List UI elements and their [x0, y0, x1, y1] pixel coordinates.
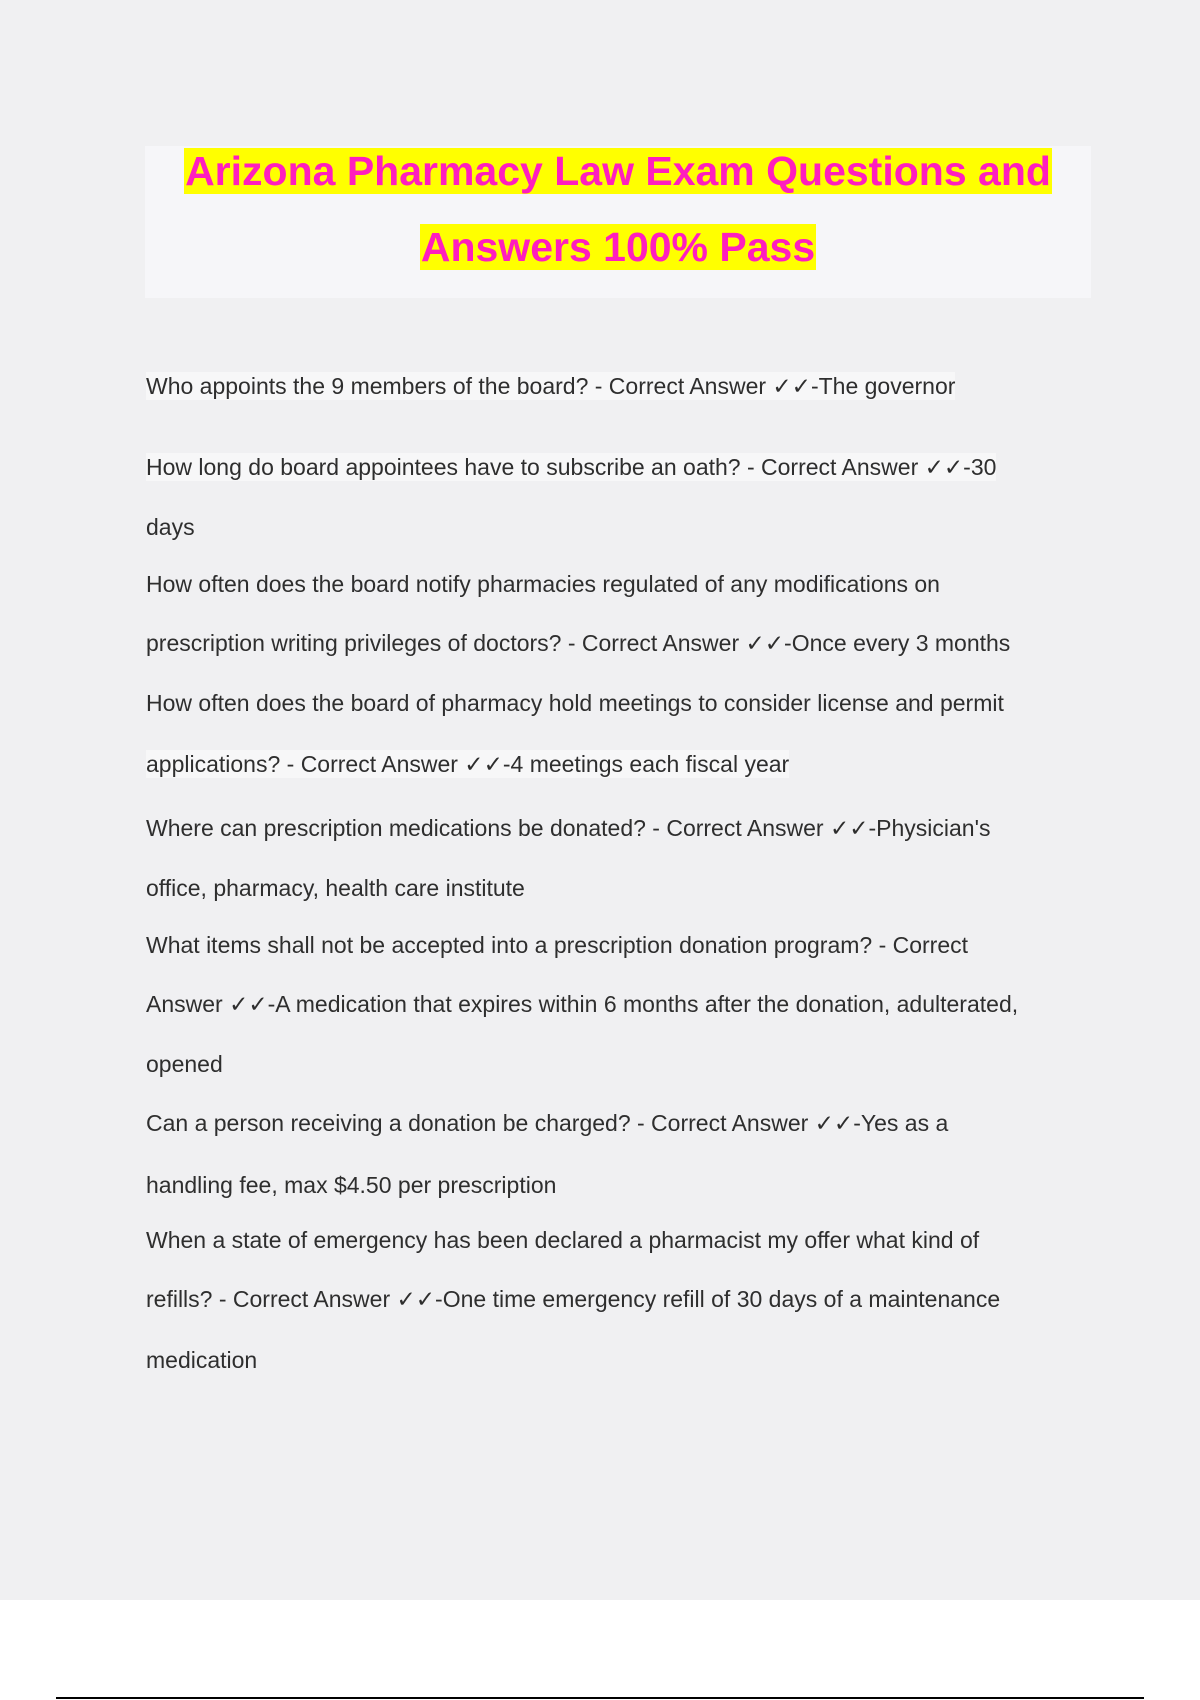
- qa-line: days: [146, 514, 195, 540]
- page-title-line-1: Arizona Pharmacy Law Exam Questions and: [185, 148, 1051, 194]
- qa-line: Who appoints the 9 members of the board? - Correct Answer ✓✓-The governor: [146, 373, 956, 399]
- title-block: [145, 146, 1091, 298]
- qa-line: How long do board appointees have to subscribe an oath? - Correct Answer ✓✓-30: [146, 454, 997, 480]
- qa-line: How often does the board notify pharmacies regulated of any modifications on: [146, 571, 940, 597]
- qa-line: handling fee, max $4.50 per prescription: [146, 1172, 557, 1198]
- qa-line: When a state of emergency has been declared a pharmacist my offer what kind of: [146, 1227, 980, 1253]
- qa-line: Can a person receiving a donation be charged? - Correct Answer ✓✓-Yes as a: [146, 1110, 949, 1136]
- qa-line: office, pharmacy, health care institute: [146, 875, 525, 901]
- qa-line: prescription writing privileges of doctors? - Correct Answer ✓✓-Once every 3 months: [146, 630, 1011, 656]
- qa-line: How often does the board of pharmacy hold meetings to consider license and permit: [146, 690, 1004, 716]
- qa-line: opened: [146, 1051, 223, 1077]
- qa-line: Where can prescription medications be donated? - Correct Answer ✓✓-Physician's: [146, 815, 991, 841]
- qa-line: What items shall not be accepted into a prescription donation program? - Correct: [146, 932, 969, 958]
- page-title-line-2: Answers 100% Pass: [420, 224, 816, 270]
- qa-line: applications? - Correct Answer ✓✓-4 meetings each fiscal year: [146, 751, 790, 777]
- qa-line: medication: [146, 1347, 258, 1373]
- footer-divider: [56, 1697, 1144, 1699]
- qa-line: refills? - Correct Answer ✓✓-One time emergency refill of 30 days of a maintenance: [146, 1286, 1001, 1312]
- qa-line: Answer ✓✓-A medication that expires within 6 months after the donation, adulterated,: [146, 991, 1019, 1017]
